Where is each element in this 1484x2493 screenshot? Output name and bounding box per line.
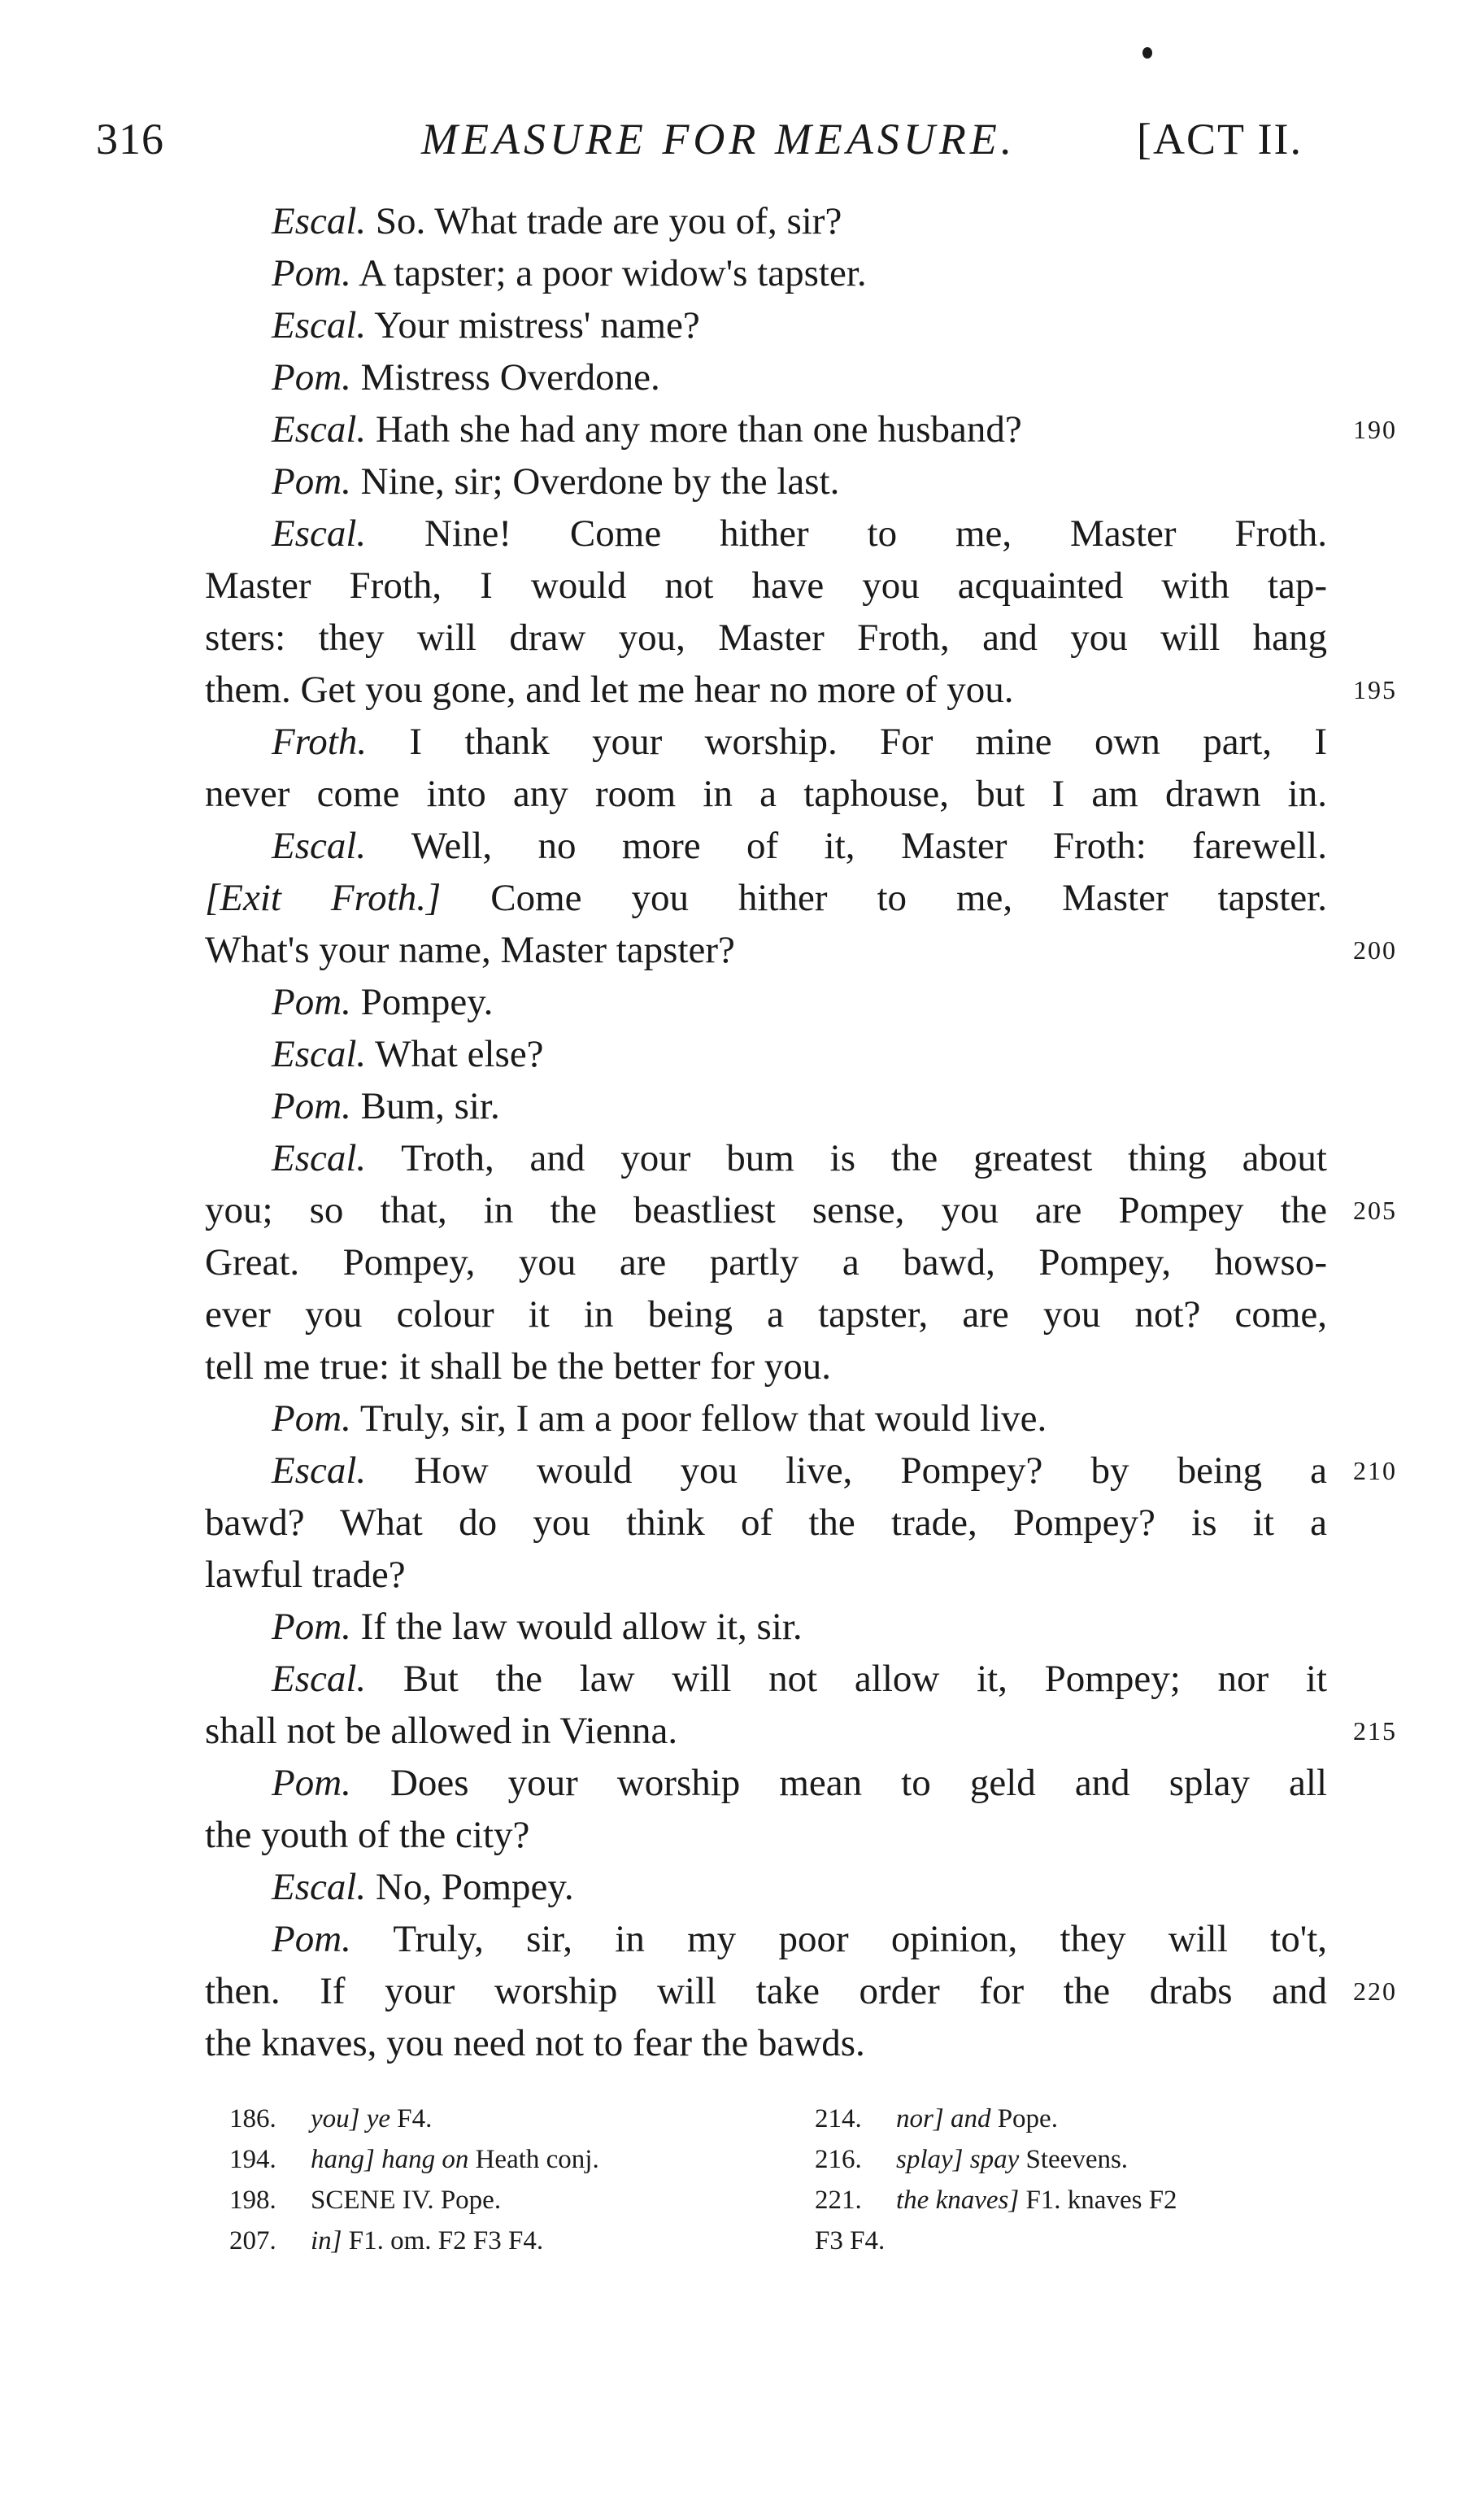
footnote bbox=[815, 2139, 1335, 2180]
text-line bbox=[205, 508, 1327, 560]
speaker-name: Escal. bbox=[272, 1866, 367, 1908]
footnote-reading: ye bbox=[366, 2104, 391, 2133]
text-line bbox=[205, 1132, 1327, 1184]
footnote-text: SCENE IV. Pope. bbox=[311, 2186, 502, 2215]
text-line bbox=[205, 1236, 1327, 1288]
footnote-number: 186. bbox=[229, 2104, 276, 2133]
text-line bbox=[205, 1393, 1327, 1445]
play-text bbox=[205, 195, 1397, 2069]
line-text: Does your worship mean to geld and splay all bbox=[389, 1762, 1328, 1804]
text-line bbox=[205, 1549, 1327, 1601]
speaker-name: Escal. bbox=[272, 408, 367, 451]
text-line bbox=[205, 1809, 1327, 1861]
line-text: If the law would allow it, sir. bbox=[360, 1606, 803, 1648]
speaker-name: Pom. bbox=[272, 1397, 351, 1440]
text-line bbox=[205, 716, 1327, 768]
text-line bbox=[205, 1445, 1397, 1497]
footnote-text: F1. om. F2 F3 F4. bbox=[342, 2226, 544, 2255]
footnote-lemma: splay] bbox=[896, 2145, 964, 2174]
footnote-text: Steevens. bbox=[1019, 2145, 1129, 2174]
line-text: What's your name, Master tapster? bbox=[205, 929, 735, 971]
line-text: Your mistress' name? bbox=[374, 304, 700, 346]
speaker-name: Escal. bbox=[272, 825, 367, 867]
footnote bbox=[229, 2180, 782, 2221]
footnote-lemma: nor] bbox=[896, 2104, 944, 2133]
footnote-number: 198. bbox=[229, 2186, 276, 2215]
text-line bbox=[205, 2017, 1327, 2069]
stage-direction: [Exit Froth.] bbox=[205, 877, 442, 919]
footnote-lemma: in] bbox=[311, 2226, 342, 2255]
footnotes-right-column bbox=[815, 2099, 1335, 2261]
footnote-text: Pope. bbox=[990, 2104, 1058, 2133]
line-text: Nine! Come hither to me, Master Froth. bbox=[424, 512, 1328, 555]
text-line bbox=[205, 1340, 1327, 1393]
line-number: 195 bbox=[1353, 675, 1397, 704]
footnote-text: F4. bbox=[390, 2104, 433, 2133]
text-line bbox=[205, 976, 1327, 1028]
text-line bbox=[205, 1288, 1327, 1340]
speaker-name: Escal. bbox=[272, 200, 367, 242]
speaker-name: Pom. bbox=[272, 981, 351, 1023]
text-line bbox=[205, 1080, 1327, 1132]
footnotes-left-column bbox=[229, 2099, 782, 2261]
line-text: Great. Pompey, you are partly a bawd, Pompey, howso- bbox=[205, 1241, 1327, 1284]
speaker-name: Pom. bbox=[272, 252, 351, 294]
footnote bbox=[229, 2139, 782, 2180]
line-text: I thank your worship. For mine own part, I bbox=[409, 721, 1327, 763]
line-text: Troth, and your bum is the greatest thing about bbox=[401, 1137, 1327, 1179]
line-text: No, Pompey. bbox=[375, 1866, 574, 1908]
running-title: MEASURE FOR MEASURE. bbox=[421, 115, 1016, 163]
line-text: Truly, sir, I am a poor fellow that would live. bbox=[359, 1397, 1047, 1440]
footnote-reading: spay bbox=[969, 2145, 1020, 2174]
text-line bbox=[205, 403, 1397, 455]
footnote-reading: and bbox=[950, 2104, 991, 2133]
text-line bbox=[205, 1757, 1327, 1809]
line-text: So. What trade are you of, sir? bbox=[375, 200, 842, 242]
line-text: Nine, sir; Overdone by the last. bbox=[360, 460, 840, 503]
footnote bbox=[815, 2099, 1335, 2139]
line-text: never come into any room in a taphouse, but I am drawn in. bbox=[205, 773, 1327, 815]
speaker-name: Froth. bbox=[272, 721, 368, 763]
speaker-name: Pom. bbox=[272, 1918, 351, 1960]
page-header bbox=[96, 114, 1332, 179]
line-text: bawd? What do you think of the trade, Pompey? is it a bbox=[205, 1501, 1327, 1544]
line-number: 205 bbox=[1353, 1196, 1397, 1225]
speaker-name: Pom. bbox=[272, 1085, 351, 1127]
footnote-lemma: hang] bbox=[311, 2145, 375, 2174]
line-text: the youth of the city? bbox=[205, 1814, 530, 1856]
speaker-name: Escal. bbox=[272, 1033, 367, 1075]
line-text: Come you hither to me, Master tapster. bbox=[490, 877, 1327, 919]
line-text: Hath she had any more than one husband? bbox=[375, 408, 1022, 451]
line-number: 200 bbox=[1353, 935, 1397, 965]
speaker-name: Escal. bbox=[272, 512, 367, 555]
act-label: [ACT II. bbox=[1137, 115, 1303, 163]
line-text: A tapster; a poor widow's tapster. bbox=[359, 252, 867, 294]
line-text: What else? bbox=[375, 1033, 544, 1075]
footnote-text: F3 F4. bbox=[815, 2226, 886, 2255]
text-line bbox=[205, 351, 1327, 403]
line-text: Mistress Overdone. bbox=[360, 356, 660, 399]
speaker-name: Pom. bbox=[272, 1762, 351, 1804]
footnote bbox=[229, 2099, 782, 2139]
text-line bbox=[205, 195, 1327, 247]
line-number: 210 bbox=[1353, 1456, 1397, 1485]
line-number: 190 bbox=[1353, 415, 1397, 444]
footnote-number: 221. bbox=[815, 2186, 862, 2215]
footnote-text: Heath conj. bbox=[468, 2145, 599, 2174]
ink-dot bbox=[1142, 47, 1152, 59]
speaker-name: Escal. bbox=[272, 1449, 367, 1492]
footnote-text: F1. knaves F2 bbox=[1019, 2186, 1177, 2215]
text-line bbox=[205, 664, 1397, 716]
footnote-lemma: the knaves] bbox=[896, 2186, 1020, 2215]
footnote-reading: hang on bbox=[381, 2145, 469, 2174]
text-line bbox=[205, 1028, 1327, 1080]
text-line bbox=[205, 1653, 1327, 1705]
speaker-name: Pom. bbox=[272, 1606, 351, 1648]
line-text: Pompey. bbox=[360, 981, 494, 1023]
text-line bbox=[205, 612, 1327, 664]
line-text: How would you live, Pompey? by being a bbox=[414, 1449, 1328, 1492]
text-line bbox=[205, 872, 1327, 924]
text-line bbox=[205, 247, 1327, 299]
line-text: you; so that, in the beastliest sense, you are Pompey the bbox=[205, 1189, 1327, 1231]
line-number: 215 bbox=[1353, 1716, 1397, 1746]
speaker-name: Escal. bbox=[272, 1137, 367, 1179]
line-text: sters: they will draw you, Master Froth, and you will hang bbox=[205, 617, 1327, 659]
line-text: Master Froth, I would not have you acquainted with tap- bbox=[205, 564, 1327, 607]
text-line bbox=[205, 820, 1327, 872]
footnote-number: 216. bbox=[815, 2145, 862, 2174]
text-line bbox=[205, 1861, 1327, 1913]
text-line bbox=[205, 1705, 1397, 1757]
footnote-lemma: you] bbox=[311, 2104, 360, 2133]
line-text: But the law will not allow it, Pompey; nor it bbox=[403, 1658, 1328, 1700]
line-text: lawful trade? bbox=[205, 1554, 406, 1596]
text-line bbox=[205, 1913, 1327, 1965]
text-line bbox=[205, 924, 1397, 976]
text-line bbox=[205, 1601, 1327, 1653]
line-text: them. Get you gone, and let me hear no more of you. bbox=[205, 669, 1014, 711]
speaker-name: Pom. bbox=[272, 356, 351, 399]
line-number: 220 bbox=[1353, 1977, 1397, 2006]
line-text: ever you colour it in being a tapster, are you not? come, bbox=[205, 1293, 1327, 1336]
speaker-name: Pom. bbox=[272, 460, 351, 503]
footnote-number: 214. bbox=[815, 2104, 862, 2133]
footnote-number: 207. bbox=[229, 2226, 276, 2255]
speaker-name: Escal. bbox=[272, 1658, 367, 1700]
line-text: then. If your worship will take order for the drabs and bbox=[205, 1970, 1327, 2012]
speaker-name: Escal. bbox=[272, 304, 367, 346]
text-line bbox=[205, 1184, 1397, 1236]
text-line bbox=[205, 455, 1327, 508]
footnote bbox=[229, 2221, 782, 2261]
line-text: Bum, sir. bbox=[360, 1085, 500, 1127]
page-number: 316 bbox=[96, 115, 164, 163]
footnote bbox=[815, 2180, 1335, 2221]
footnote bbox=[815, 2221, 1335, 2261]
line-text: shall not be allowed in Vienna. bbox=[205, 1710, 678, 1752]
text-line bbox=[205, 768, 1327, 820]
text-line bbox=[205, 299, 1327, 351]
footnote-number: 194. bbox=[229, 2145, 276, 2174]
line-text: tell me true: it shall be the better for you. bbox=[205, 1345, 832, 1388]
line-text: the knaves, you need not to fear the bawds. bbox=[205, 2022, 865, 2064]
text-line bbox=[205, 1965, 1397, 2017]
text-line bbox=[205, 1497, 1327, 1549]
text-line bbox=[205, 560, 1327, 612]
line-text: Well, no more of it, Master Froth: farewell. bbox=[411, 825, 1327, 867]
line-text: Truly, sir, in my poor opinion, they will to't, bbox=[393, 1918, 1328, 1960]
